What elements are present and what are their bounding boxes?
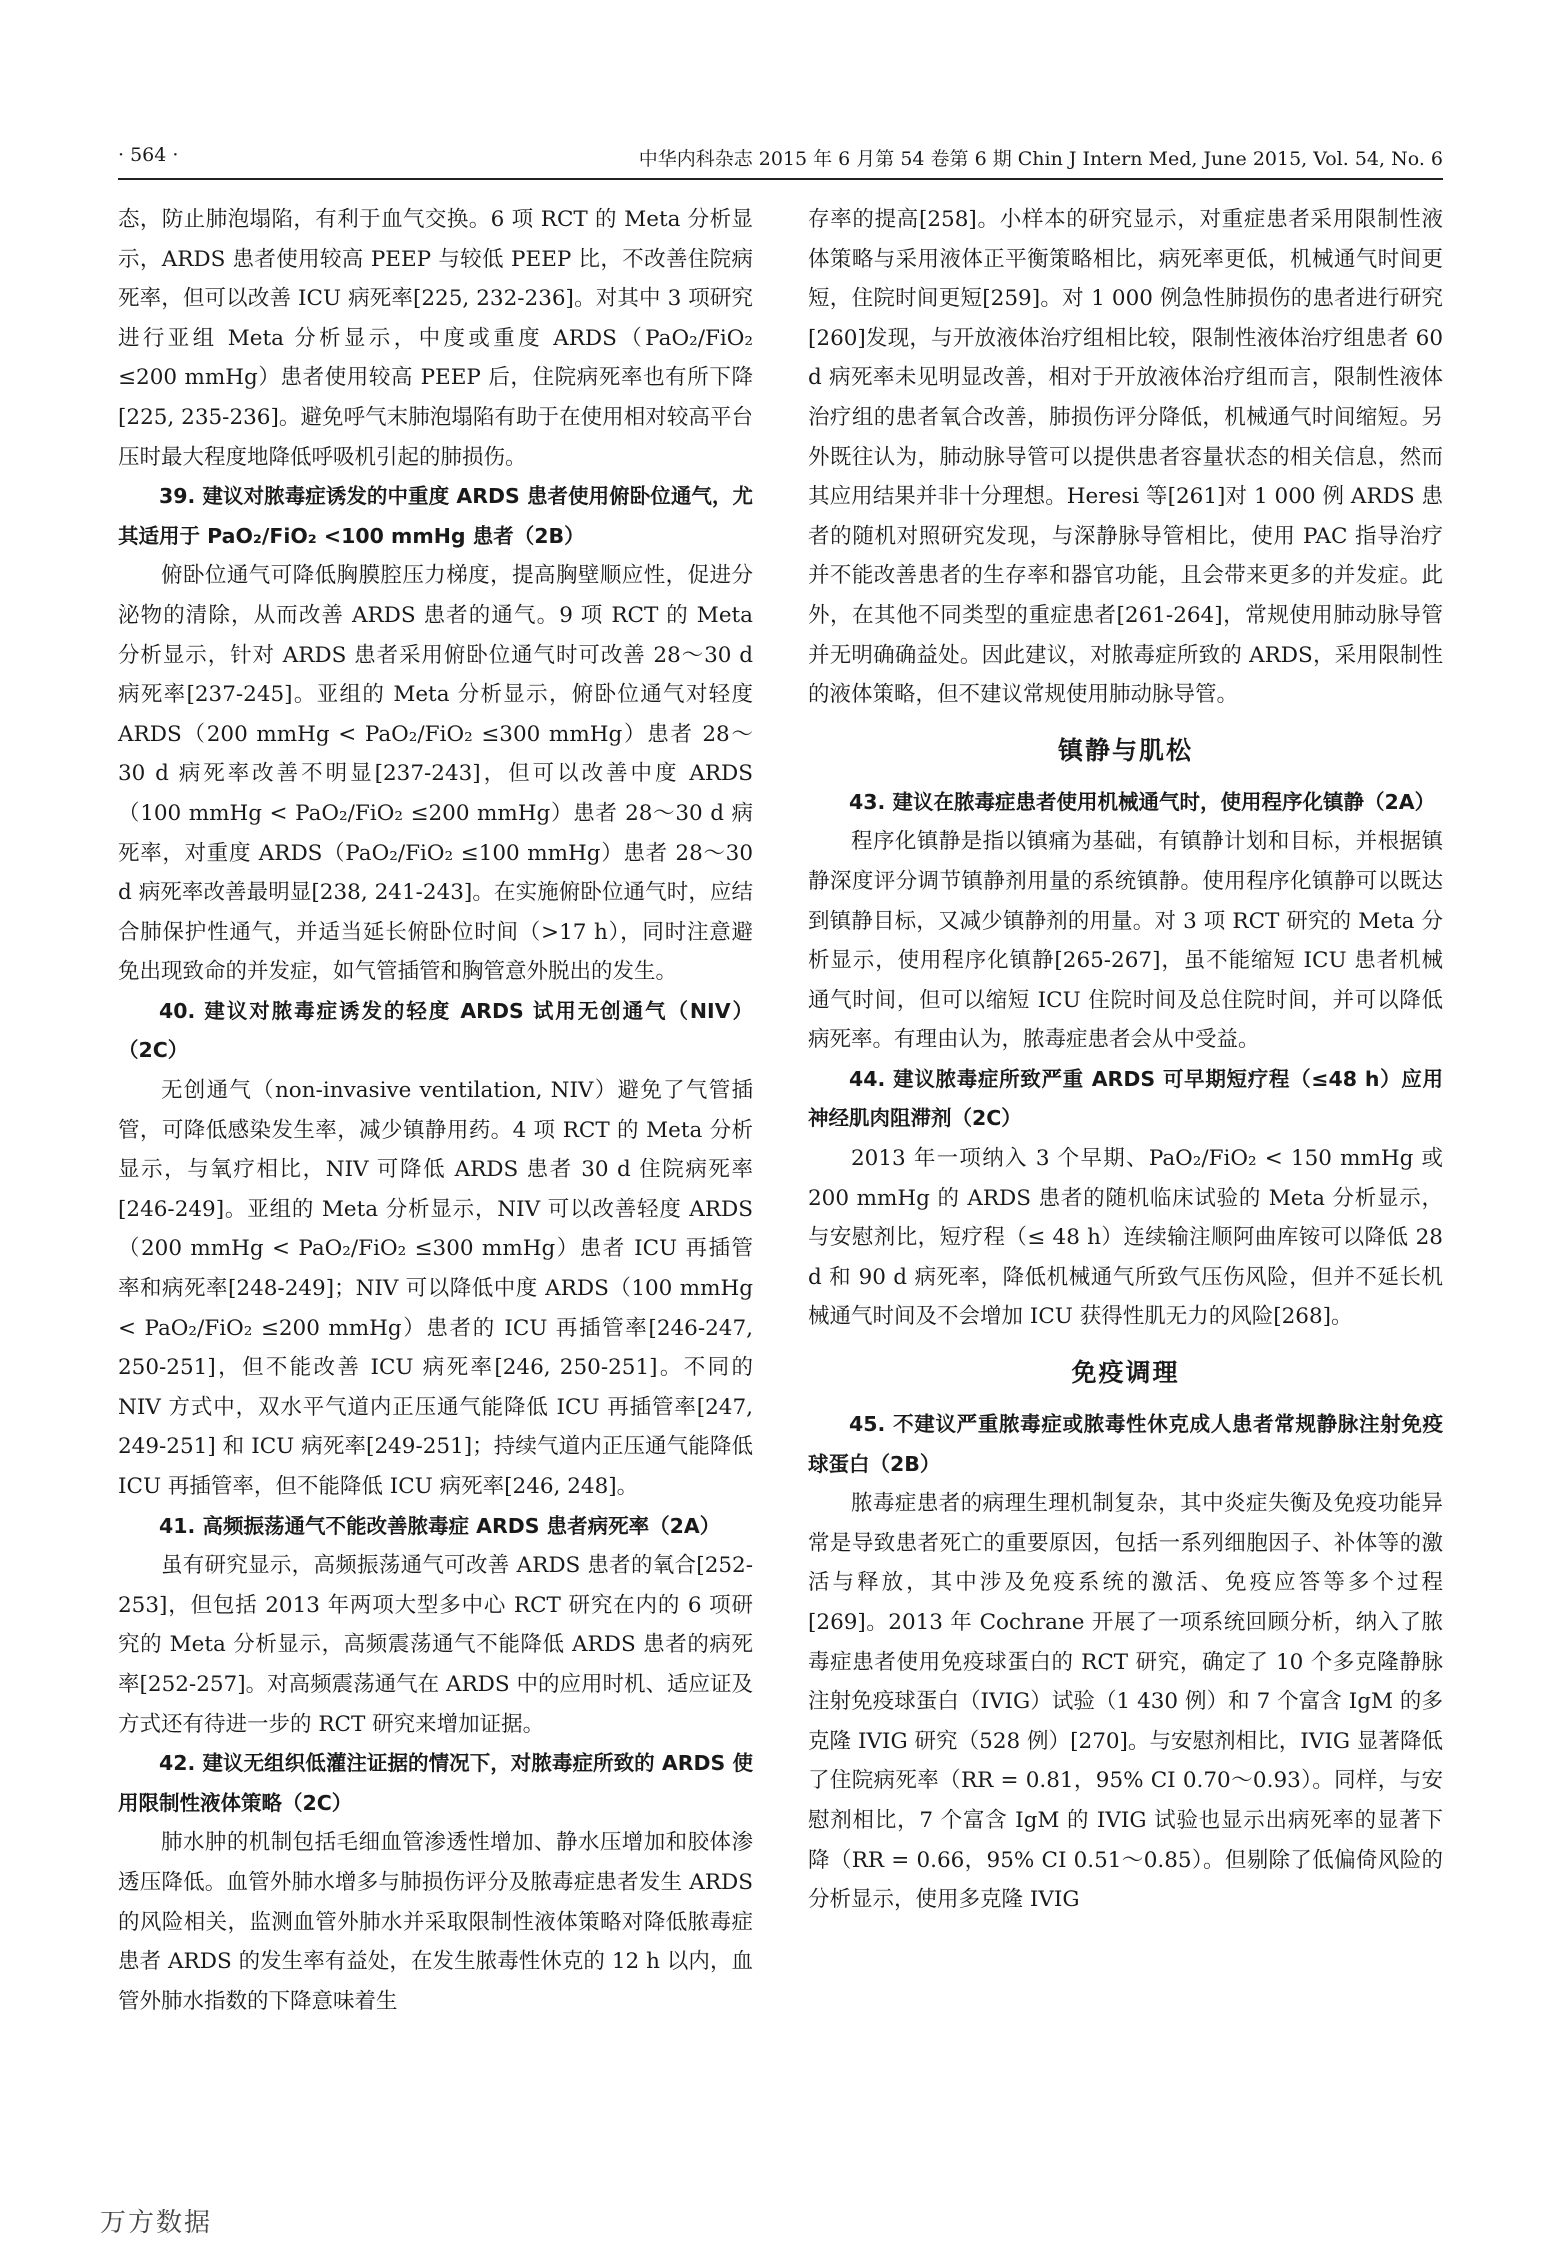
paragraph: 无创通气（non-invasive ventilation, NIV）避免了气管插管，可降低感染发生率，减少镇静用药。4 项 RCT 的 Meta 分析显示，与氧疗相比，NIV 可降低 ARDS 患者 30 d 住院病死率[246-249]。亚组的 Meta 分析显示，NIV 可以改善轻度 ARDS（200 mmHg < PaO₂/FiO₂ ≤300 mmHg）患者 ICU 再插管率和病死率[248-249]；NIV 可以降低中度 ARDS（100 mmHg < PaO₂/FiO₂ ≤200 mmHg）患者的 ICU 再插管率[246-247, 250-251]，但不能改善 ICU 病死率[246, 250-251]。不同的 NIV 方式中，双水平气道内正压通气能降低 ICU 再插管率[247, 249-251] 和 ICU 病死率[249-251]；持续气道内正压通气能降低 ICU 再插管率，但不能降低 ICU 病死率[246, 248]。 bbox=[118, 1078, 753, 1499]
section-heading: 免疫调理 bbox=[1071, 1358, 1180, 1388]
recommendation-heading: 45. 不建议严重脓毒症或脓毒性休克成人患者常规静脉注射免疫球蛋白（2B） bbox=[808, 1412, 1443, 1476]
recommendation-heading: 42. 建议无组织低灌注证据的情况下，对脓毒症所致的 ARDS 使用限制性液体策略（2C） bbox=[118, 1751, 753, 1815]
paragraph-continued: 态，防止肺泡塌陷，有利于血气交换。6 项 RCT 的 Meta 分析显示，ARDS 患者使用较高 PEEP 与较低 PEEP 比，不改善住院病死率，但可以改善 ICU 病死率[225, 232-236]。对其中 3 项研究进行亚组 Meta 分析显示，中度或重度 ARDS（PaO₂/FiO₂ ≤200 mmHg）患者使用较高 PEEP 后，住院病死率也有所下降[225, 235-236]。避免呼气末肺泡塌陷有助于在使用相对较高平台压时最大程度地降低呼吸机引起的肺损伤。 bbox=[118, 207, 753, 470]
recommendation-heading: 43. 建议在脓毒症患者使用机械通气时，使用程序化镇静（2A） bbox=[849, 789, 1436, 814]
paragraph: 俯卧位通气可降低胸膜腔压力梯度，提高胸壁顺应性，促进分泌物的清除，从而改善 ARDS 患者的通气。9 项 RCT 的 Meta 分析显示，针对 ARDS 患者采用俯卧位通气时可改善 28～30 d 病死率[237-245]。亚组的 Meta 分析显示，俯卧位通气对轻度 ARDS（200 mmHg < PaO₂/FiO₂ ≤300 mmHg）患者 28～30 d 病死率改善不明显[237-243]，但可以改善中度 ARDS（100 mmHg < PaO₂/FiO₂ ≤200 mmHg）患者 28～30 d 病死率，对重度 ARDS（PaO₂/FiO₂ ≤100 mmHg）患者 28～30 d 病死率改善最明显[238, 241-243]。在实施俯卧位通气时，应结合肺保护性通气，并适当延长俯卧位时间（>17 h），同时注意避免出现致命的并发症，如气管插管和胸管意外脱出的发生。 bbox=[118, 563, 753, 985]
recommendation-heading: 39. 建议对脓毒症诱发的中重度 ARDS 患者使用俯卧位通气，尤其适用于 PaO₂/FiO₂ <100 mmHg 患者（2B） bbox=[118, 484, 753, 548]
paragraph: 肺水肿的机制包括毛细血管渗透性增加、静水压增加和胶体渗透压降低。血管外肺水增多与肺损伤评分及脓毒症患者发生 ARDS 的风险相关，监测血管外肺水并采取限制性液体策略对降低脓毒症患者 ARDS 的发生率有益处，在发生脓毒性休克的 12 h 以内，血管外肺水指数的下降意味着生 bbox=[118, 1830, 753, 2014]
recommendation-heading: 40. 建议对脓毒症诱发的轻度 ARDS 试用无创通气（NIV）（2C） bbox=[118, 998, 753, 1063]
paragraph: 脓毒症患者的病理生理机制复杂，其中炎症失衡及免疫功能异常是导致患者死亡的重要原因，包括一系列细胞因子、补体等的激活与释放，其中涉及免疫系统的激活、免疫应答等多个过程[269]。2013 年 Cochrane 开展了一项系统回顾分析，纳入了脓毒症患者使用免疫球蛋白的 RCT 研究，确定了 10 个多克隆静脉注射免疫球蛋白（IVIG）试验（1 430 例）和 7 个富含 IgM 的多克隆 IVIG 研究（528 例）[270]。与安慰剂相比，IVIG 显著降低了住院病死率（RR = 0.81，95% CI 0.70～0.93）。同样，与安慰剂相比，7 个富含 IgM 的 IVIG 试验也显示出病死率的显著下降（RR = 0.66，95% CI 0.51～0.85）。但剔除了低偏倚风险的分析显示，使用多克隆 IVIG bbox=[808, 1491, 1443, 1913]
watermark-text: 万方数据 bbox=[100, 2208, 213, 2238]
running-header bbox=[118, 138, 1443, 180]
journal-citation: 中华内科杂志 2015 年 6 月第 54 卷第 6 期 Chin J Intern Med, June 2015, Vol. 54, No. 6 bbox=[638, 148, 1443, 170]
paragraph: 程序化镇静是指以镇痛为基础，有镇静计划和目标，并根据镇静深度评分调节镇静剂用量的系统镇静。使用程序化镇静可以既达到镇静目标，又减少镇静剂的用量。对 3 项 RCT 研究的 Meta 分析显示，使用程序化镇静[265-267]，虽不能缩短 ICU 患者机械通气时间，但可以缩短 ICU 住院时间及总住院时间，并可以降低病死率。有理由认为，脓毒症患者会从中受益。 bbox=[808, 829, 1443, 1053]
section-heading: 镇静与肌松 bbox=[1057, 735, 1193, 765]
recommendation-heading: 44. 建议脓毒症所致严重 ARDS 可早期短疗程（≤48 h）应用神经肌肉阻滞剂（2C） bbox=[808, 1066, 1443, 1131]
paragraph-continued: 存率的提高[258]。小样本的研究显示，对重症患者采用限制性液体策略与采用液体正平衡策略相比，病死率更低，机械通气时间更短，住院时间更短[259]。对 1 000 例急性肺损伤的患者进行研究[260]发现，与开放液体治疗组相比较，限制性液体治疗组患者 60 d 病死率未见明显改善，相对于开放液体治疗组而言，限制性液体治疗组的患者氧合改善，肺损伤评分降低，机械通气时间缩短。另外既往认为，肺动脉导管可以提供患者容量状态的相关信息，然而其应用结果并非十分理想。Heresi 等[261]对 1 000 例 ARDS 患者的随机对照研究发现，与深静脉导管相比，使用 PAC 指导治疗并不能改善患者的生存率和器官功能，且会带来更多的并发症。此外，在其他不同类型的重症患者[261-264]，常规使用肺动脉导管并无明确确益处。因此建议，对脓毒症所致的 ARDS，采用限制性的液体策略，但不建议常规使用肺动脉导管。 bbox=[808, 207, 1443, 708]
paragraph: 2013 年一项纳入 3 个早期、PaO₂/FiO₂ < 150 mmHg 或 200 mmHg 的 ARDS 患者的随机临床试验的 Meta 分析显示，与安慰剂比，短疗程（≤ 48 h）连续输注顺阿曲库铵可以降低 28 d 和 90 d 病死率，降低机械通气所致气压伤风险，但并不延长机械通气时间及不会增加 ICU 获得性肌无力的风险[268]。 bbox=[808, 1146, 1443, 1330]
paragraph: 虽有研究显示，高频振荡通气可改善 ARDS 患者的氧合[252-253]，但包括 2013 年两项大型多中心 RCT 研究在内的 6 项研究的 Meta 分析显示，高频震荡通气不能降低 ARDS 患者的病死率[252-257]。对高频震荡通气在 ARDS 中的应用时机、适应证及方式还有待进一步的 RCT 研究来增加证据。 bbox=[118, 1553, 753, 1737]
left-column bbox=[118, 200, 753, 2021]
page-number: · 564 · bbox=[118, 144, 179, 166]
right-column bbox=[808, 200, 1443, 1920]
recommendation-heading: 41. 高频振荡通气不能改善脓毒症 ARDS 患者病死率（2A） bbox=[159, 1513, 721, 1538]
